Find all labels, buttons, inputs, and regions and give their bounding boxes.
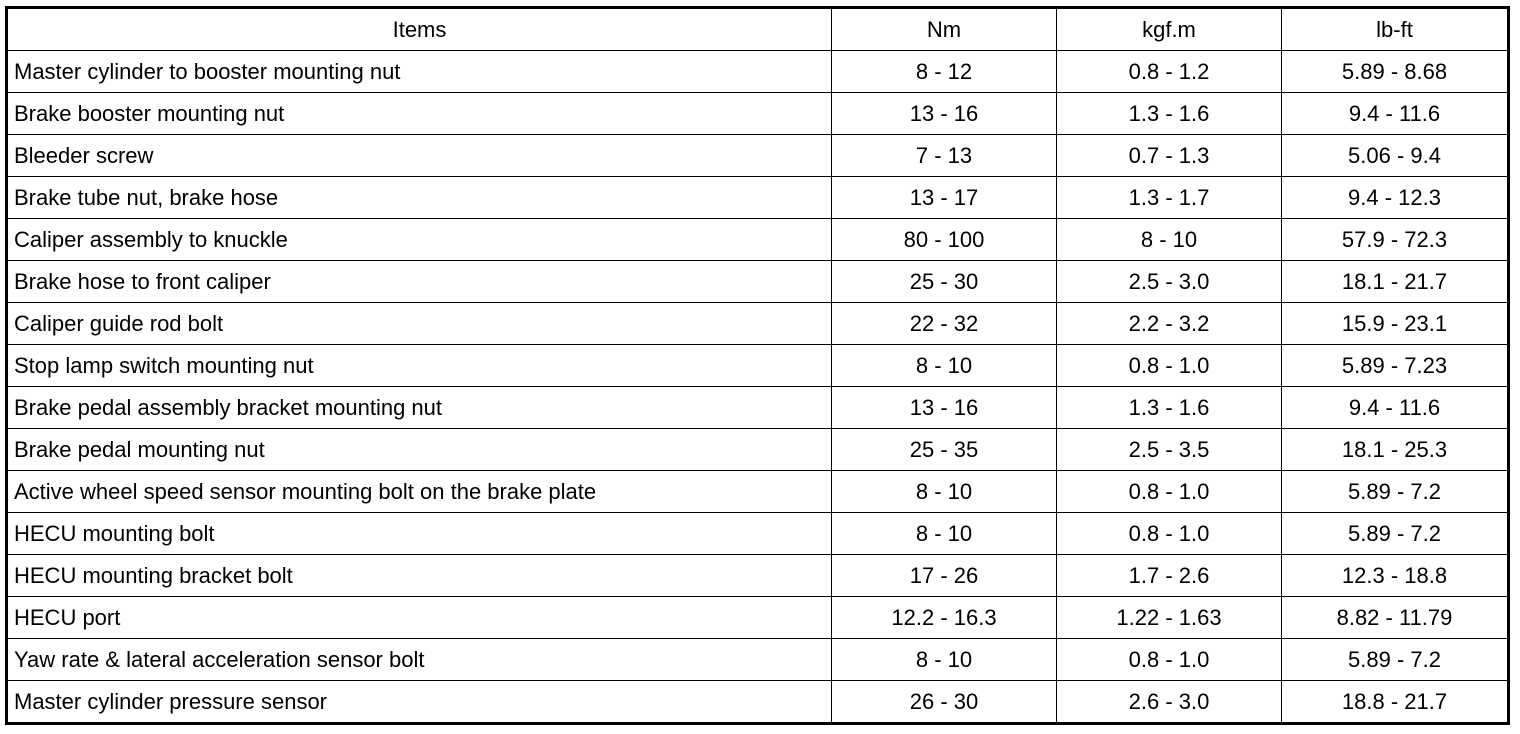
- cell-item: Brake tube nut, brake hose: [7, 177, 832, 219]
- cell-kgfm: 1.3 - 1.6: [1057, 387, 1282, 429]
- cell-nm: 8 - 10: [832, 345, 1057, 387]
- cell-nm: 80 - 100: [832, 219, 1057, 261]
- cell-item: Stop lamp switch mounting nut: [7, 345, 832, 387]
- cell-lbft: 5.89 - 7.2: [1282, 513, 1509, 555]
- cell-lbft: 9.4 - 11.6: [1282, 93, 1509, 135]
- cell-kgfm: 0.7 - 1.3: [1057, 135, 1282, 177]
- cell-kgfm: 0.8 - 1.0: [1057, 471, 1282, 513]
- cell-lbft: 5.89 - 8.68: [1282, 51, 1509, 93]
- cell-nm: 7 - 13: [832, 135, 1057, 177]
- cell-item: Yaw rate & lateral acceleration sensor bolt: [7, 639, 832, 681]
- cell-lbft: 5.06 - 9.4: [1282, 135, 1509, 177]
- cell-lbft: 18.8 - 21.7: [1282, 681, 1509, 724]
- cell-item: HECU mounting bolt: [7, 513, 832, 555]
- header-row: [7, 8, 1509, 51]
- table-body: [7, 51, 1509, 724]
- cell-lbft: 8.82 - 11.79: [1282, 597, 1509, 639]
- cell-item: Caliper guide rod bolt: [7, 303, 832, 345]
- table-row: [7, 345, 1509, 387]
- cell-kgfm: 1.7 - 2.6: [1057, 555, 1282, 597]
- table-row: [7, 429, 1509, 471]
- cell-kgfm: 2.5 - 3.5: [1057, 429, 1282, 471]
- cell-kgfm: 1.22 - 1.63: [1057, 597, 1282, 639]
- cell-lbft: 9.4 - 12.3: [1282, 177, 1509, 219]
- cell-item: Brake hose to front caliper: [7, 261, 832, 303]
- cell-lbft: 18.1 - 21.7: [1282, 261, 1509, 303]
- table-row: [7, 177, 1509, 219]
- cell-item: Master cylinder to booster mounting nut: [7, 51, 832, 93]
- header-kgfm: kgf.m: [1057, 8, 1282, 51]
- table-row: [7, 639, 1509, 681]
- cell-item: Master cylinder pressure sensor: [7, 681, 832, 724]
- header-items: Items: [7, 8, 832, 51]
- cell-lbft: 57.9 - 72.3: [1282, 219, 1509, 261]
- table-row: [7, 387, 1509, 429]
- table-row: [7, 513, 1509, 555]
- table-row: [7, 681, 1509, 724]
- table-header: [7, 8, 1509, 51]
- cell-kgfm: 1.3 - 1.6: [1057, 93, 1282, 135]
- cell-kgfm: 2.2 - 3.2: [1057, 303, 1282, 345]
- cell-item: Brake booster mounting nut: [7, 93, 832, 135]
- header-lbft: lb-ft: [1282, 8, 1509, 51]
- cell-kgfm: 0.8 - 1.0: [1057, 345, 1282, 387]
- table-row: [7, 471, 1509, 513]
- cell-item: HECU port: [7, 597, 832, 639]
- cell-item: Active wheel speed sensor mounting bolt on the brake plate: [7, 471, 832, 513]
- cell-nm: 8 - 10: [832, 471, 1057, 513]
- cell-nm: 25 - 30: [832, 261, 1057, 303]
- table-row: [7, 303, 1509, 345]
- cell-nm: 22 - 32: [832, 303, 1057, 345]
- cell-nm: 13 - 16: [832, 93, 1057, 135]
- cell-nm: 25 - 35: [832, 429, 1057, 471]
- cell-item: HECU mounting bracket bolt: [7, 555, 832, 597]
- cell-lbft: 5.89 - 7.23: [1282, 345, 1509, 387]
- cell-kgfm: 0.8 - 1.2: [1057, 51, 1282, 93]
- table-row: [7, 135, 1509, 177]
- cell-kgfm: 0.8 - 1.0: [1057, 513, 1282, 555]
- cell-lbft: 5.89 - 7.2: [1282, 471, 1509, 513]
- cell-nm: 26 - 30: [832, 681, 1057, 724]
- cell-lbft: 9.4 - 11.6: [1282, 387, 1509, 429]
- cell-nm: 8 - 12: [832, 51, 1057, 93]
- table-row: [7, 555, 1509, 597]
- table-row: [7, 93, 1509, 135]
- cell-lbft: 18.1 - 25.3: [1282, 429, 1509, 471]
- table-row: [7, 261, 1509, 303]
- cell-kgfm: 8 - 10: [1057, 219, 1282, 261]
- cell-kgfm: 1.3 - 1.7: [1057, 177, 1282, 219]
- torque-specification-table: [5, 6, 1510, 725]
- cell-item: Brake pedal mounting nut: [7, 429, 832, 471]
- cell-lbft: 5.89 - 7.2: [1282, 639, 1509, 681]
- table-row: [7, 597, 1509, 639]
- header-nm: Nm: [832, 8, 1057, 51]
- cell-item: Brake pedal assembly bracket mounting nut: [7, 387, 832, 429]
- cell-kgfm: 2.5 - 3.0: [1057, 261, 1282, 303]
- cell-item: Caliper assembly to knuckle: [7, 219, 832, 261]
- cell-nm: 13 - 16: [832, 387, 1057, 429]
- table-row: [7, 219, 1509, 261]
- cell-kgfm: 0.8 - 1.0: [1057, 639, 1282, 681]
- cell-lbft: 12.3 - 18.8: [1282, 555, 1509, 597]
- cell-nm: 13 - 17: [832, 177, 1057, 219]
- cell-lbft: 15.9 - 23.1: [1282, 303, 1509, 345]
- cell-kgfm: 2.6 - 3.0: [1057, 681, 1282, 724]
- cell-nm: 17 - 26: [832, 555, 1057, 597]
- cell-nm: 12.2 - 16.3: [832, 597, 1057, 639]
- cell-nm: 8 - 10: [832, 513, 1057, 555]
- cell-item: Bleeder screw: [7, 135, 832, 177]
- cell-nm: 8 - 10: [832, 639, 1057, 681]
- table-row: [7, 51, 1509, 93]
